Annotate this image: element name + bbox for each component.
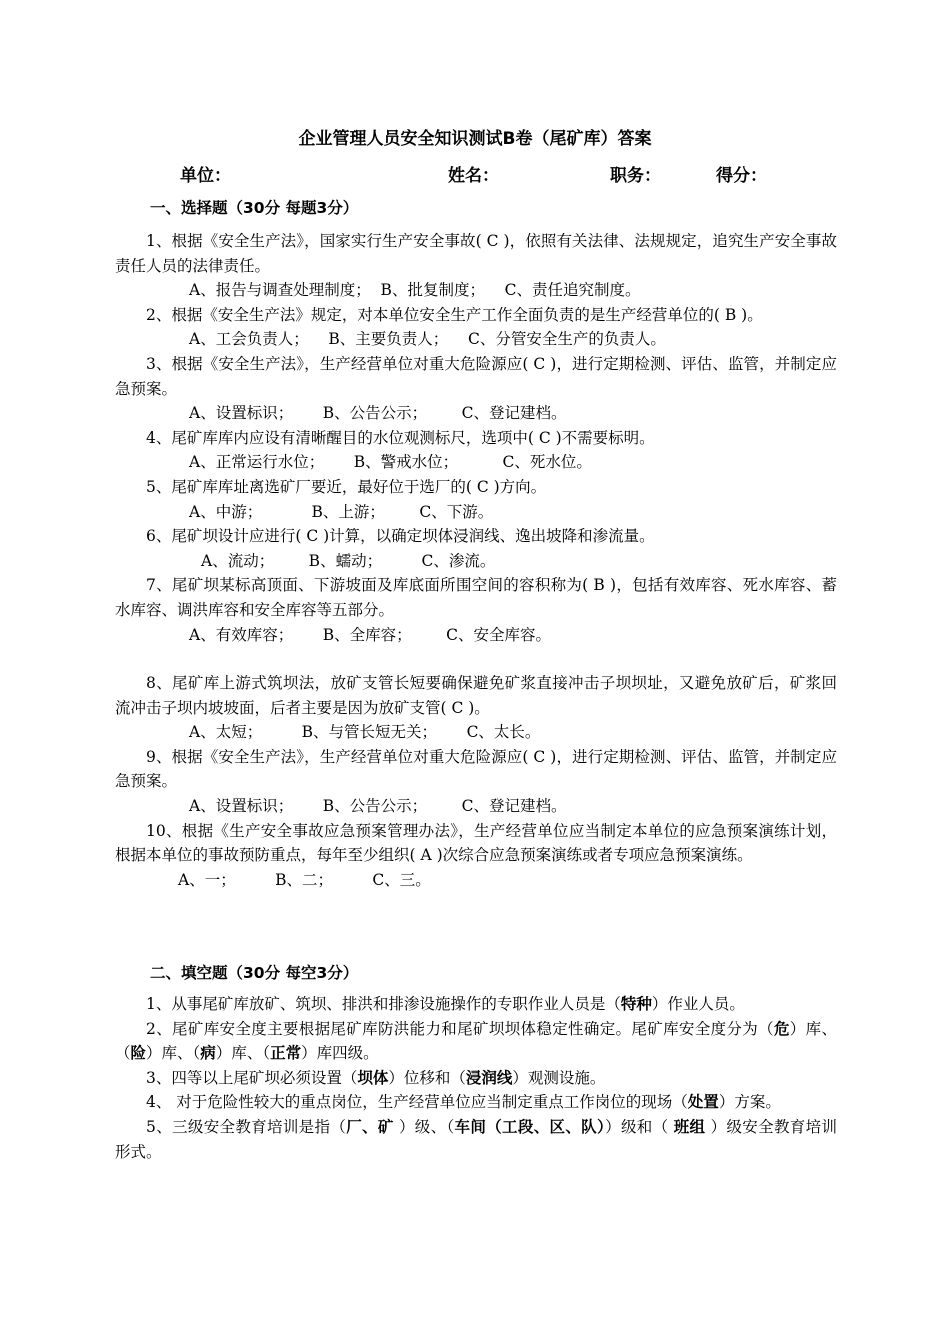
answer-blank: 坝体	[357, 1068, 389, 1087]
question-options: A、报告与调查处理制度； B、批复制度； C、责任追究制度。	[189, 281, 641, 300]
answer-blank: 厂、矿	[346, 1117, 394, 1136]
answer-blank: 险	[130, 1044, 147, 1063]
fill-text: ）位移和（	[388, 1068, 466, 1087]
fill-text: ）级安全教育培训形式。	[115, 1117, 837, 1161]
question-options: A、工会负责人； B、主要负责人； C、分管安全生产的负责人。	[189, 330, 666, 349]
section-2-heading: 二、填空题（30分 每空3分）	[150, 964, 359, 982]
fill-text: 2、尾矿库安全度主要根据尾矿库防洪能力和尾矿坝坝体稳定性确定。尾矿库安全度分为（	[146, 1019, 774, 1038]
fill-text: 5、三级安全教育培训是指（	[146, 1117, 347, 1136]
fill-item	[115, 1066, 837, 1091]
fill-text: ）库、（	[115, 1019, 837, 1063]
question-options: A、正常运行水位； B、警戒水位； C、死水位。	[189, 453, 592, 472]
fill-text: 1、从事尾矿库放矿、筑坝、排洪和排渗设施操作的专职作业人员是（	[146, 995, 621, 1013]
question-text: 5、尾矿库库址离选矿厂要近，最好位于选厂的( C )方向。	[146, 477, 547, 496]
fill-text: ）作业人员。	[651, 995, 745, 1013]
fill-text: ）库四级。	[301, 1044, 379, 1063]
fill-text: ）级和（	[605, 1117, 674, 1136]
question-text: 3、根据《安全生产法》，生产经营单位对重大危险源应( C )，进行定期检测、评估、监管，并制定应急预案。	[115, 354, 837, 398]
fill-in-section	[115, 992, 837, 1164]
question-text: 1、根据《安全生产法》，国家实行生产安全事故( C )，依照有关法律、法规规定，追究生产安全事故责任人员的法律责任。	[115, 232, 837, 275]
blank-line	[115, 647, 837, 671]
document-title: 企业管理人员安全知识测试B卷（尾矿库）答案	[298, 129, 652, 149]
answer-blank: 浸润线	[465, 1068, 513, 1087]
question-text: 8、尾矿库上游式筑坝法，放矿支管长短要确保避免矿浆直接冲击子坝坝址，又避免放矿后，矿浆回流冲击子坝内坡坡面，后者主要是因为放矿支管( C )。	[115, 674, 837, 717]
fill-item	[115, 1017, 837, 1066]
answer-blank: 病	[200, 1044, 216, 1063]
fill-item	[115, 1090, 837, 1115]
answer-blank: 处置	[687, 1093, 719, 1112]
question-text: 6、尾矿坝设计应进行( C )计算，以确定坝体浸润线、逸出坡降和渗流量。	[146, 527, 655, 546]
fill-text: ）库、（	[146, 1044, 201, 1063]
fill-item	[115, 992, 837, 1017]
answer-blank: 车间（工段、区、队）	[454, 1117, 606, 1136]
question-text: 9、根据《安全生产法》，生产经营单位对重大危险源应( C )，进行定期检测、评估、监管，并制定应急预案。	[115, 747, 837, 791]
question-text: 10、根据《生产安全事故应急预案管理办法》，生产经营单位应当制定本单位的应急预案演练计划，根据本单位的事故预防重点，每年至少组织( A )次综合应急预案演练或者专项应急预案演练。	[115, 821, 837, 865]
position-field-label: 职务：	[610, 166, 661, 186]
question-options: A、设置标识； B、公告公示； C、登记建档。	[189, 404, 567, 423]
question-text: 7、尾矿坝某标高顶面、下游坡面及库底面所围空间的容积称为( B )，包括有效库容、死水库容、蓄水库容、调洪库容和安全库容等五部分。	[115, 576, 837, 619]
name-field-label: 姓名：	[448, 166, 499, 186]
question-text: 4、尾矿库库内应设有清晰醒目的水位观测标尺，选项中( C )不需要标明。	[146, 428, 655, 447]
answer-blank: 班组	[673, 1117, 706, 1136]
score-field-label: 得分：	[716, 166, 767, 186]
section-1-heading: 一、选择题（30分 每题3分）	[150, 199, 359, 217]
multiple-choice-section	[115, 229, 837, 892]
fill-item	[115, 1115, 837, 1164]
answer-blank: 正常	[270, 1044, 302, 1063]
unit-field-label: 单位：	[180, 166, 231, 186]
question-options: A、中游； B、上游； C、下游。	[189, 502, 494, 521]
question-options: A、一； B、二； C、三。	[178, 870, 431, 889]
fill-text: ）观测设施。	[512, 1068, 606, 1087]
fill-text: 3、四等以上尾矿坝必须设置（	[146, 1068, 358, 1087]
fill-text: 4、 对于危险性较大的重点岗位，生产经营单位应当制定重点工作岗位的现场（	[146, 1093, 688, 1112]
fill-text: ）方案。	[718, 1093, 781, 1112]
answer-blank: 特种	[620, 995, 652, 1013]
question-options: A、流动； B、蠕动； C、渗流。	[201, 551, 496, 570]
answer-blank: 危	[773, 1019, 790, 1038]
question-options: A、有效库容； B、全库容； C、安全库容。	[189, 625, 551, 644]
question-text: 2、根据《安全生产法》规定，对本单位安全生产工作全面负责的是生产经营单位的( B )。	[146, 305, 763, 324]
fill-text: ）库、（	[215, 1044, 271, 1063]
question-options: A、太短； B、与管长短无关； C、太长。	[189, 723, 541, 742]
question-options: A、设置标识； B、公告公示； C、登记建档。	[189, 797, 567, 816]
fill-text: ）级、（	[393, 1117, 455, 1136]
